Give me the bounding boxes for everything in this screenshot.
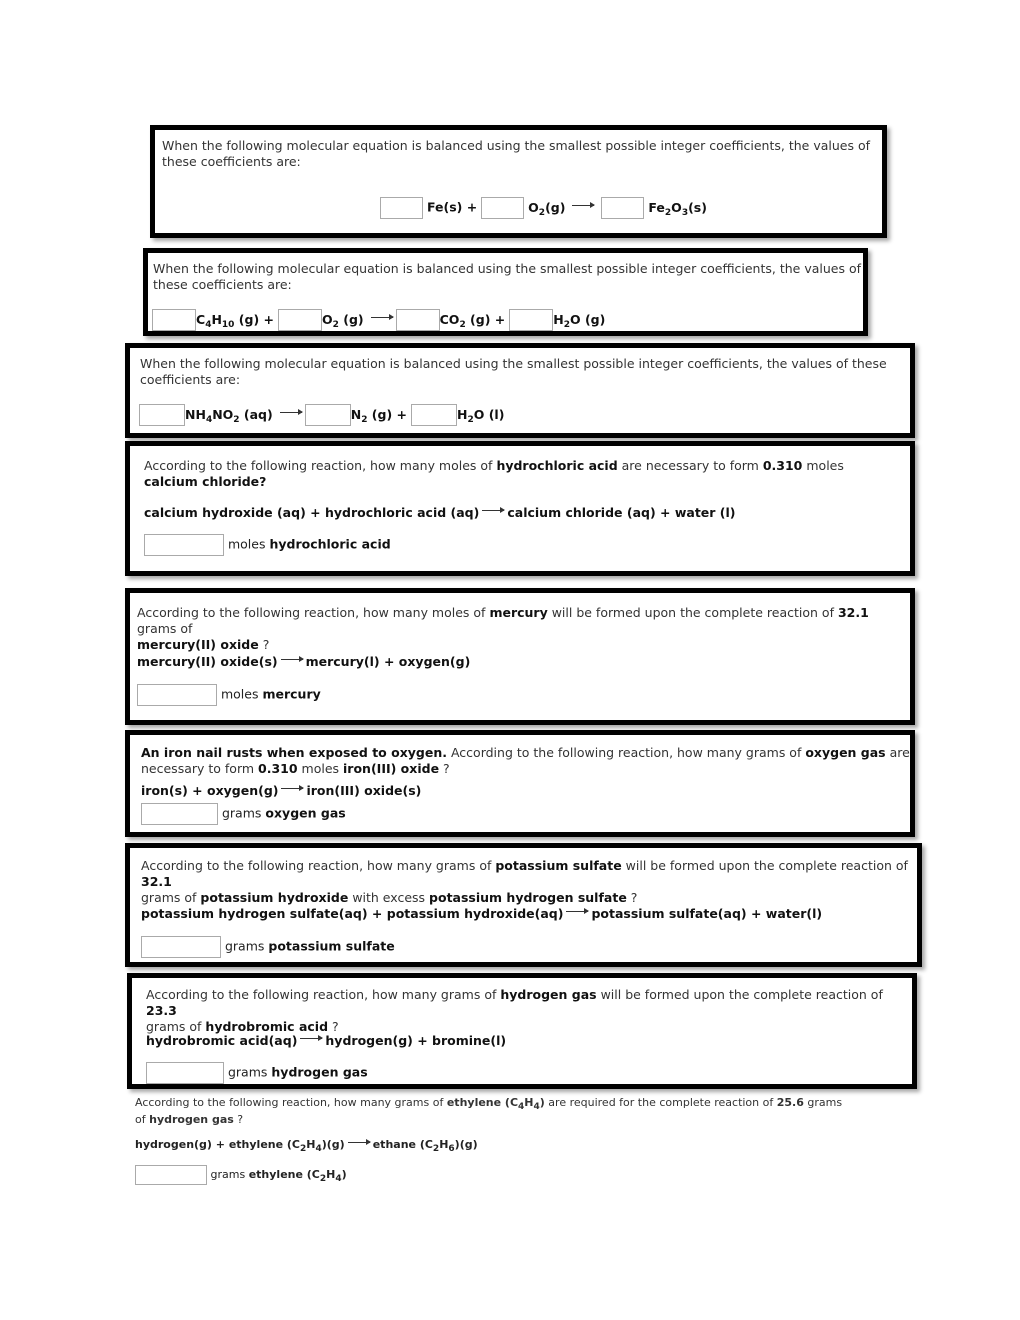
q7-k2so4: potassium sulfate bbox=[495, 858, 622, 873]
q9-unit-s1: 2 bbox=[319, 1174, 327, 1184]
equation-1 bbox=[380, 197, 707, 219]
q9-text-4: of bbox=[135, 1113, 150, 1126]
h2o-state-3: O (l) bbox=[473, 406, 505, 422]
q6-amount: 0.310 bbox=[258, 761, 298, 776]
q9-right-s1: 2 bbox=[432, 1144, 440, 1154]
n2-state: (g) + bbox=[367, 406, 408, 422]
q8-reactants: hydrobromic acid(aq) bbox=[146, 1033, 298, 1048]
q4-text-2: are necessary to form bbox=[617, 458, 763, 473]
q5-text-3: grams of bbox=[137, 621, 193, 636]
n2-sub: 2 bbox=[361, 414, 368, 425]
answer-grams-h2-input[interactable] bbox=[146, 1062, 224, 1084]
fe-label: Fe(s) + bbox=[426, 199, 478, 215]
q9-right-s2: 6 bbox=[448, 1144, 455, 1154]
question-4 bbox=[125, 441, 915, 576]
q6-reactants: iron(s) + oxygen(g) bbox=[141, 783, 279, 798]
o2-sub: 2 bbox=[538, 207, 546, 218]
q5-hgo: mercury(II) oxide bbox=[137, 637, 259, 652]
q7-khso4: potassium hydrogen sulfate bbox=[429, 890, 627, 905]
question-2-prompt: When the following molecular equation is balanced using the smallest possible integer coefficients, the values of these coefficients are: bbox=[153, 261, 862, 292]
equation-2 bbox=[152, 309, 605, 331]
answer-7 bbox=[141, 936, 395, 958]
q6-fe2o3: iron(III) oxide bbox=[343, 761, 440, 776]
q9-unit-b: H bbox=[326, 1168, 336, 1181]
q5-unit: moles bbox=[220, 686, 263, 702]
co2-label: CO bbox=[439, 311, 460, 327]
o2-label: O bbox=[528, 199, 539, 215]
c4h10-h: H bbox=[211, 311, 222, 327]
reaction-arrow-icon bbox=[280, 412, 302, 413]
q9-text-3: grams bbox=[803, 1096, 843, 1109]
question-4-prompt bbox=[144, 458, 884, 490]
h2o-h: H bbox=[553, 311, 564, 327]
q5-text-2: will be formed upon the complete reaction of bbox=[547, 605, 838, 620]
equation-6 bbox=[141, 783, 421, 798]
q8-h2: hydrogen gas bbox=[500, 987, 597, 1002]
q6-text-1: According to the following reaction, how many grams of bbox=[447, 745, 806, 760]
q8-text-1: According to the following reaction, how many grams of bbox=[146, 987, 501, 1002]
coefficient-o2-input[interactable] bbox=[481, 197, 524, 219]
q9-unit: grams bbox=[210, 1168, 249, 1181]
nh4no2-no: NO bbox=[212, 406, 234, 422]
q6-qmark: ? bbox=[439, 761, 450, 776]
q6-unit: grams bbox=[221, 805, 266, 821]
question-6 bbox=[125, 730, 915, 837]
coefficient-c4h10-input[interactable] bbox=[152, 309, 196, 331]
answer-moles-mercury-input[interactable] bbox=[137, 684, 217, 706]
answer-5 bbox=[137, 684, 321, 706]
answer-9 bbox=[135, 1165, 855, 1185]
q7-text-1: According to the following reaction, how many grams of bbox=[141, 858, 496, 873]
question-9-prompt bbox=[135, 1094, 855, 1128]
q4-hcl: hydrochloric acid bbox=[496, 458, 618, 473]
q5-mercury: mercury bbox=[489, 605, 548, 620]
coefficient-fe-input[interactable] bbox=[380, 197, 423, 219]
reaction-arrow-icon bbox=[348, 1142, 370, 1143]
q6-text-2: are bbox=[885, 745, 910, 760]
q6-products: iron(III) oxide(s) bbox=[306, 783, 422, 798]
co2-state: (g) + bbox=[465, 311, 506, 327]
q9-right-a: ethane (C bbox=[372, 1138, 433, 1151]
answer-8 bbox=[146, 1062, 368, 1084]
coefficient-n2-input[interactable] bbox=[305, 404, 351, 426]
q9-left-c: )(g) bbox=[321, 1138, 345, 1151]
c4h10-sub2: 10 bbox=[221, 319, 235, 330]
fe2o3-o: O bbox=[671, 199, 682, 215]
q9-h2: hydrogen gas bbox=[149, 1113, 234, 1126]
coefficient-nh4no2-input[interactable] bbox=[139, 404, 185, 426]
q9-sub1: 4 bbox=[518, 1102, 525, 1112]
q6-unit-substance: oxygen gas bbox=[265, 805, 346, 821]
coefficient-co2-input[interactable] bbox=[396, 309, 440, 331]
q9-h: H bbox=[524, 1096, 534, 1109]
q5-unit-substance: mercury bbox=[262, 686, 321, 702]
q4-unit-substance: hydrochloric acid bbox=[269, 536, 391, 552]
q9-text-1: According to the following reaction, how many grams of bbox=[135, 1096, 447, 1109]
o2-state: (g) bbox=[545, 199, 566, 215]
q6-text-4: moles bbox=[297, 761, 344, 776]
c4h10-sub1: 4 bbox=[205, 319, 212, 330]
fe2o3-sub1: 2 bbox=[664, 207, 672, 218]
q9-unit-a: ethylene (C bbox=[248, 1168, 320, 1181]
q9-right-b: H bbox=[439, 1138, 449, 1151]
q5-text-1: According to the following reaction, how many moles of bbox=[137, 605, 490, 620]
reaction-arrow-icon bbox=[371, 317, 393, 318]
q4-amount: 0.310 bbox=[762, 458, 803, 473]
fe2o3-state: (s) bbox=[688, 199, 707, 215]
equation-7 bbox=[141, 906, 822, 921]
nh4no2-nh: NH bbox=[185, 406, 206, 422]
question-7-prompt bbox=[141, 858, 916, 906]
h2o-sub-3: 2 bbox=[467, 414, 474, 425]
question-5-prompt bbox=[137, 605, 907, 653]
equation-3 bbox=[139, 404, 504, 426]
q7-amount: 32.1 bbox=[141, 874, 172, 889]
question-5 bbox=[125, 588, 915, 725]
q9-paren: ) bbox=[539, 1096, 545, 1109]
nh4no2-state: (aq) bbox=[239, 406, 273, 422]
q6-text-3: necessary to form bbox=[141, 761, 259, 776]
q4-products: calcium chloride (aq) + water (l) bbox=[507, 505, 736, 520]
c4h10-c: C bbox=[196, 311, 206, 327]
q4-unit: moles bbox=[227, 536, 270, 552]
answer-grams-k2so4-input[interactable] bbox=[141, 936, 221, 958]
q8-text-2: will be formed upon the complete reaction of bbox=[596, 987, 883, 1002]
o2-state-2: (g) bbox=[338, 311, 364, 327]
q7-text-3: grams of bbox=[141, 890, 201, 905]
reaction-arrow-icon bbox=[281, 788, 303, 789]
question-7 bbox=[125, 843, 922, 967]
q9-ethylene: ethylene (C bbox=[446, 1096, 519, 1109]
question-3 bbox=[125, 343, 915, 438]
q7-unit-substance: potassium sulfate bbox=[268, 938, 395, 954]
fe2o3-label: Fe bbox=[648, 199, 665, 215]
coefficient-h2o-input-3[interactable] bbox=[411, 404, 457, 426]
q4-text-1: According to the following reaction, how many moles of bbox=[144, 458, 497, 473]
q9-left-s2: 4 bbox=[315, 1144, 322, 1154]
question-2 bbox=[143, 248, 868, 336]
question-8 bbox=[127, 973, 917, 1089]
q9-left-b: H bbox=[306, 1138, 316, 1151]
q4-text-3: moles bbox=[802, 458, 844, 473]
question-8-prompt bbox=[146, 987, 906, 1035]
q5-amount: 32.1 bbox=[837, 605, 869, 620]
c4h10-state: (g) + bbox=[234, 311, 275, 327]
question-1-prompt: When the following molecular equation is balanced using the smallest possible integer coefficients, the values of these coefficients are: bbox=[162, 138, 871, 169]
q7-text-4: with excess bbox=[348, 890, 430, 905]
q9-unit-c: ) bbox=[341, 1168, 347, 1181]
question-9 bbox=[135, 1094, 855, 1185]
q7-reactants: potassium hydrogen sulfate(aq) + potassium hydroxide(aq) bbox=[141, 906, 564, 921]
q7-unit: grams bbox=[224, 938, 269, 954]
q8-unit: grams bbox=[227, 1064, 272, 1080]
q4-cacl2: calcium chloride bbox=[144, 474, 260, 489]
q5-products: mercury(l) + oxygen(g) bbox=[305, 654, 471, 669]
reaction-arrow-icon bbox=[572, 205, 594, 206]
q9-sub2: 4 bbox=[533, 1102, 540, 1112]
q6-intro: An iron nail rusts when exposed to oxygen. bbox=[141, 745, 447, 760]
answer-grams-oxygen-input[interactable] bbox=[141, 803, 218, 825]
answer-grams-ethylene-input[interactable] bbox=[135, 1165, 207, 1185]
answer-4 bbox=[144, 534, 391, 556]
nh4no2-sub1: 4 bbox=[205, 414, 213, 425]
h2o-state: O (g) bbox=[569, 311, 606, 327]
equation-5 bbox=[137, 654, 470, 669]
nh4no2-sub2: 2 bbox=[233, 414, 240, 425]
q8-qmark: ? bbox=[328, 1019, 339, 1034]
question-6-prompt bbox=[141, 745, 911, 777]
question-3-prompt: When the following molecular equation is balanced using the smallest possible integer coefficients, the values of these coefficients are: bbox=[140, 356, 887, 387]
reaction-arrow-icon bbox=[300, 1038, 322, 1039]
answer-moles-hcl-input[interactable] bbox=[144, 534, 224, 556]
q6-oxygen: oxygen gas bbox=[805, 745, 886, 760]
q7-text-2: will be formed upon the complete reaction of bbox=[621, 858, 908, 873]
o2-sub-2: 2 bbox=[332, 319, 339, 330]
reaction-arrow-icon bbox=[566, 911, 588, 912]
q7-qmark: ? bbox=[626, 890, 638, 905]
q8-unit-substance: hydrogen gas bbox=[271, 1064, 368, 1080]
q9-left-a: hydrogen(g) + ethylene (C bbox=[135, 1138, 300, 1151]
h2o-h-3: H bbox=[457, 406, 468, 422]
q9-left-s1: 2 bbox=[300, 1144, 307, 1154]
coefficient-fe2o3-input[interactable] bbox=[601, 197, 644, 219]
q8-amount: 23.3 bbox=[146, 1003, 177, 1018]
q4-reactants: calcium hydroxide (aq) + hydrochloric acid (aq) bbox=[144, 505, 480, 520]
n2-label: N bbox=[350, 406, 362, 422]
equation-8 bbox=[146, 1033, 506, 1048]
h2o-sub: 2 bbox=[563, 319, 570, 330]
o2-label-2: O bbox=[322, 311, 333, 327]
q9-unit-s2: 4 bbox=[335, 1174, 342, 1184]
q9-text-2: are required for the complete reaction of bbox=[544, 1096, 777, 1109]
q8-hbr: hydrobromic acid bbox=[205, 1019, 329, 1034]
q7-products: potassium sulfate(aq) + water(l) bbox=[591, 906, 823, 921]
coefficient-h2o-input[interactable] bbox=[509, 309, 553, 331]
q4-qmark: ? bbox=[259, 474, 267, 489]
question-1 bbox=[150, 125, 887, 238]
q9-qmark: ? bbox=[233, 1113, 244, 1126]
answer-6 bbox=[141, 803, 346, 825]
q7-koh: potassium hydroxide bbox=[200, 890, 349, 905]
equation-9 bbox=[135, 1138, 855, 1154]
coefficient-o2-input-2[interactable] bbox=[278, 309, 322, 331]
q8-products: hydrogen(g) + bromine(l) bbox=[325, 1033, 507, 1048]
q9-right-c: )(g) bbox=[454, 1138, 478, 1151]
reaction-arrow-icon bbox=[482, 510, 504, 511]
q5-reactants: mercury(II) oxide(s) bbox=[137, 654, 278, 669]
q8-text-3: grams of bbox=[146, 1019, 206, 1034]
q5-qmark: ? bbox=[258, 637, 270, 652]
co2-sub: 2 bbox=[459, 319, 466, 330]
fe2o3-sub2: 3 bbox=[681, 207, 689, 218]
reaction-arrow-icon bbox=[281, 659, 303, 660]
equation-4 bbox=[144, 505, 736, 520]
q9-amount: 25.6 bbox=[776, 1096, 804, 1109]
